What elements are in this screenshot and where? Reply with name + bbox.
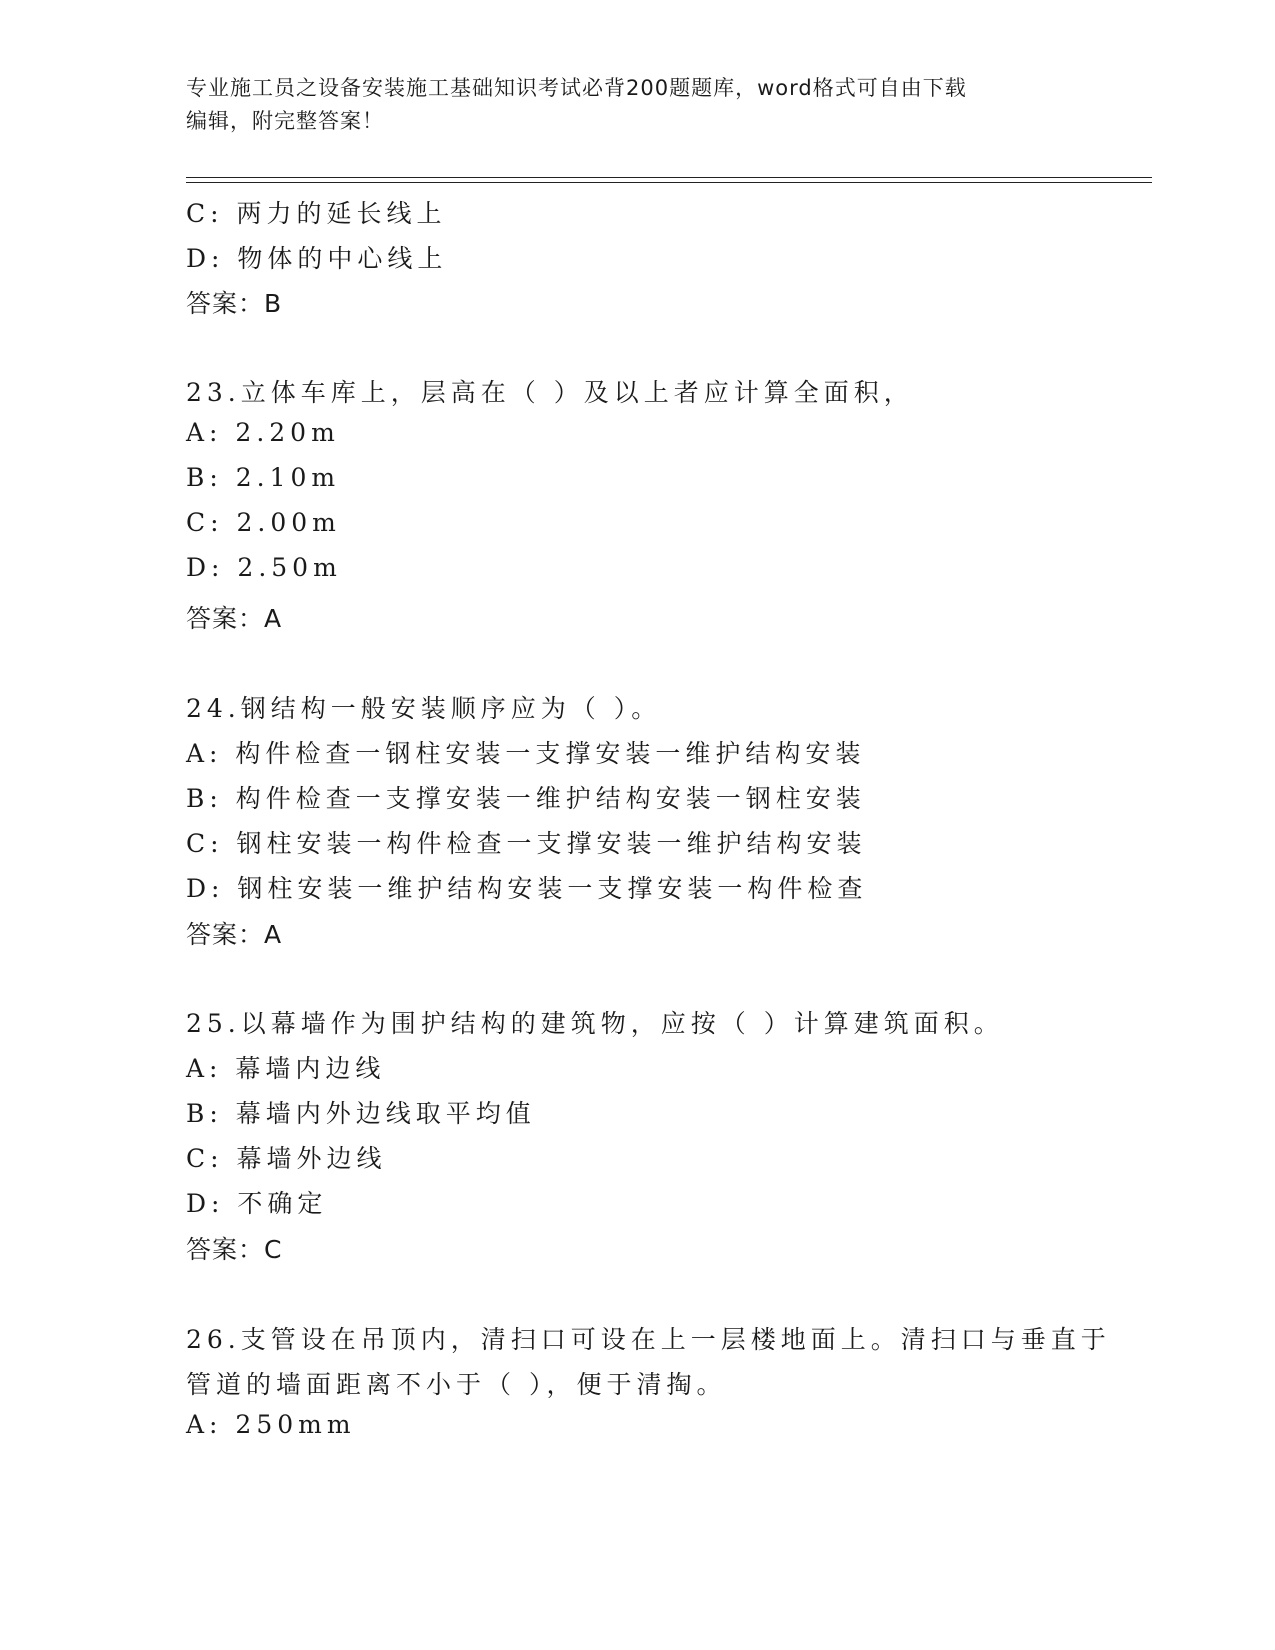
prev-answer: 答案：B — [186, 289, 283, 318]
q23-answer: 答案：A — [186, 604, 283, 633]
q23-option-d: D: 2.50m — [186, 553, 342, 582]
header-title-line-2: 编辑，附完整答案！ — [186, 109, 384, 133]
q26-stem-line-2: 管道的墙面距离不小于（ ），便于清掏。 — [186, 1370, 727, 1399]
q24-option-d: D: 钢柱安装一维护结构安装一支撑安装一构件检查 — [186, 874, 868, 903]
q26-stem-line-1: 26.支管设在吊顶内，清扫口可设在上一层楼地面上。清扫口与垂直于 — [186, 1325, 1111, 1354]
q25-option-b: B: 幕墙内外边线取平均值 — [186, 1099, 536, 1128]
q25-stem: 25.以幕墙作为围护结构的建筑物，应按（ ）计算建筑面积。 — [186, 1009, 1004, 1038]
header-title-line-1: 专业施工员之设备安装施工基础知识考试必背200题题库，word格式可自由下载 — [186, 76, 967, 100]
prev-option-d: D: 物体的中心线上 — [186, 244, 448, 273]
q24-stem: 24.钢结构一般安装顺序应为（ ）。 — [186, 694, 662, 723]
q25-answer: 答案：C — [186, 1235, 283, 1264]
q23-option-b: B: 2.10m — [186, 463, 341, 492]
q24-answer: 答案：A — [186, 920, 283, 949]
q25-option-d: D: 不确定 — [186, 1189, 328, 1218]
q23-option-c: C: 2.00m — [186, 508, 341, 537]
q26-option-a: A: 250mm — [186, 1410, 356, 1439]
q24-option-a: A: 构件检查一钢柱安装一支撑安装一维护结构安装 — [186, 739, 866, 768]
q25-option-c: C: 幕墙外边线 — [186, 1144, 387, 1173]
prev-option-c: C: 两力的延长线上 — [186, 199, 447, 228]
header-divider-top — [186, 177, 1152, 178]
q23-stem: 23.立体车库上，层高在（ ）及以上者应计算全面积， — [186, 378, 914, 407]
q24-option-b: B: 构件检查一支撑安装一维护结构安装一钢柱安装 — [186, 784, 866, 813]
document-header — [186, 72, 1086, 138]
header-divider-bottom — [186, 182, 1152, 183]
q24-option-c: C: 钢柱安装一构件检查一支撑安装一维护结构安装 — [186, 829, 867, 858]
q23-option-a: A: 2.20m — [186, 418, 340, 447]
q25-option-a: A: 幕墙内边线 — [186, 1054, 386, 1083]
